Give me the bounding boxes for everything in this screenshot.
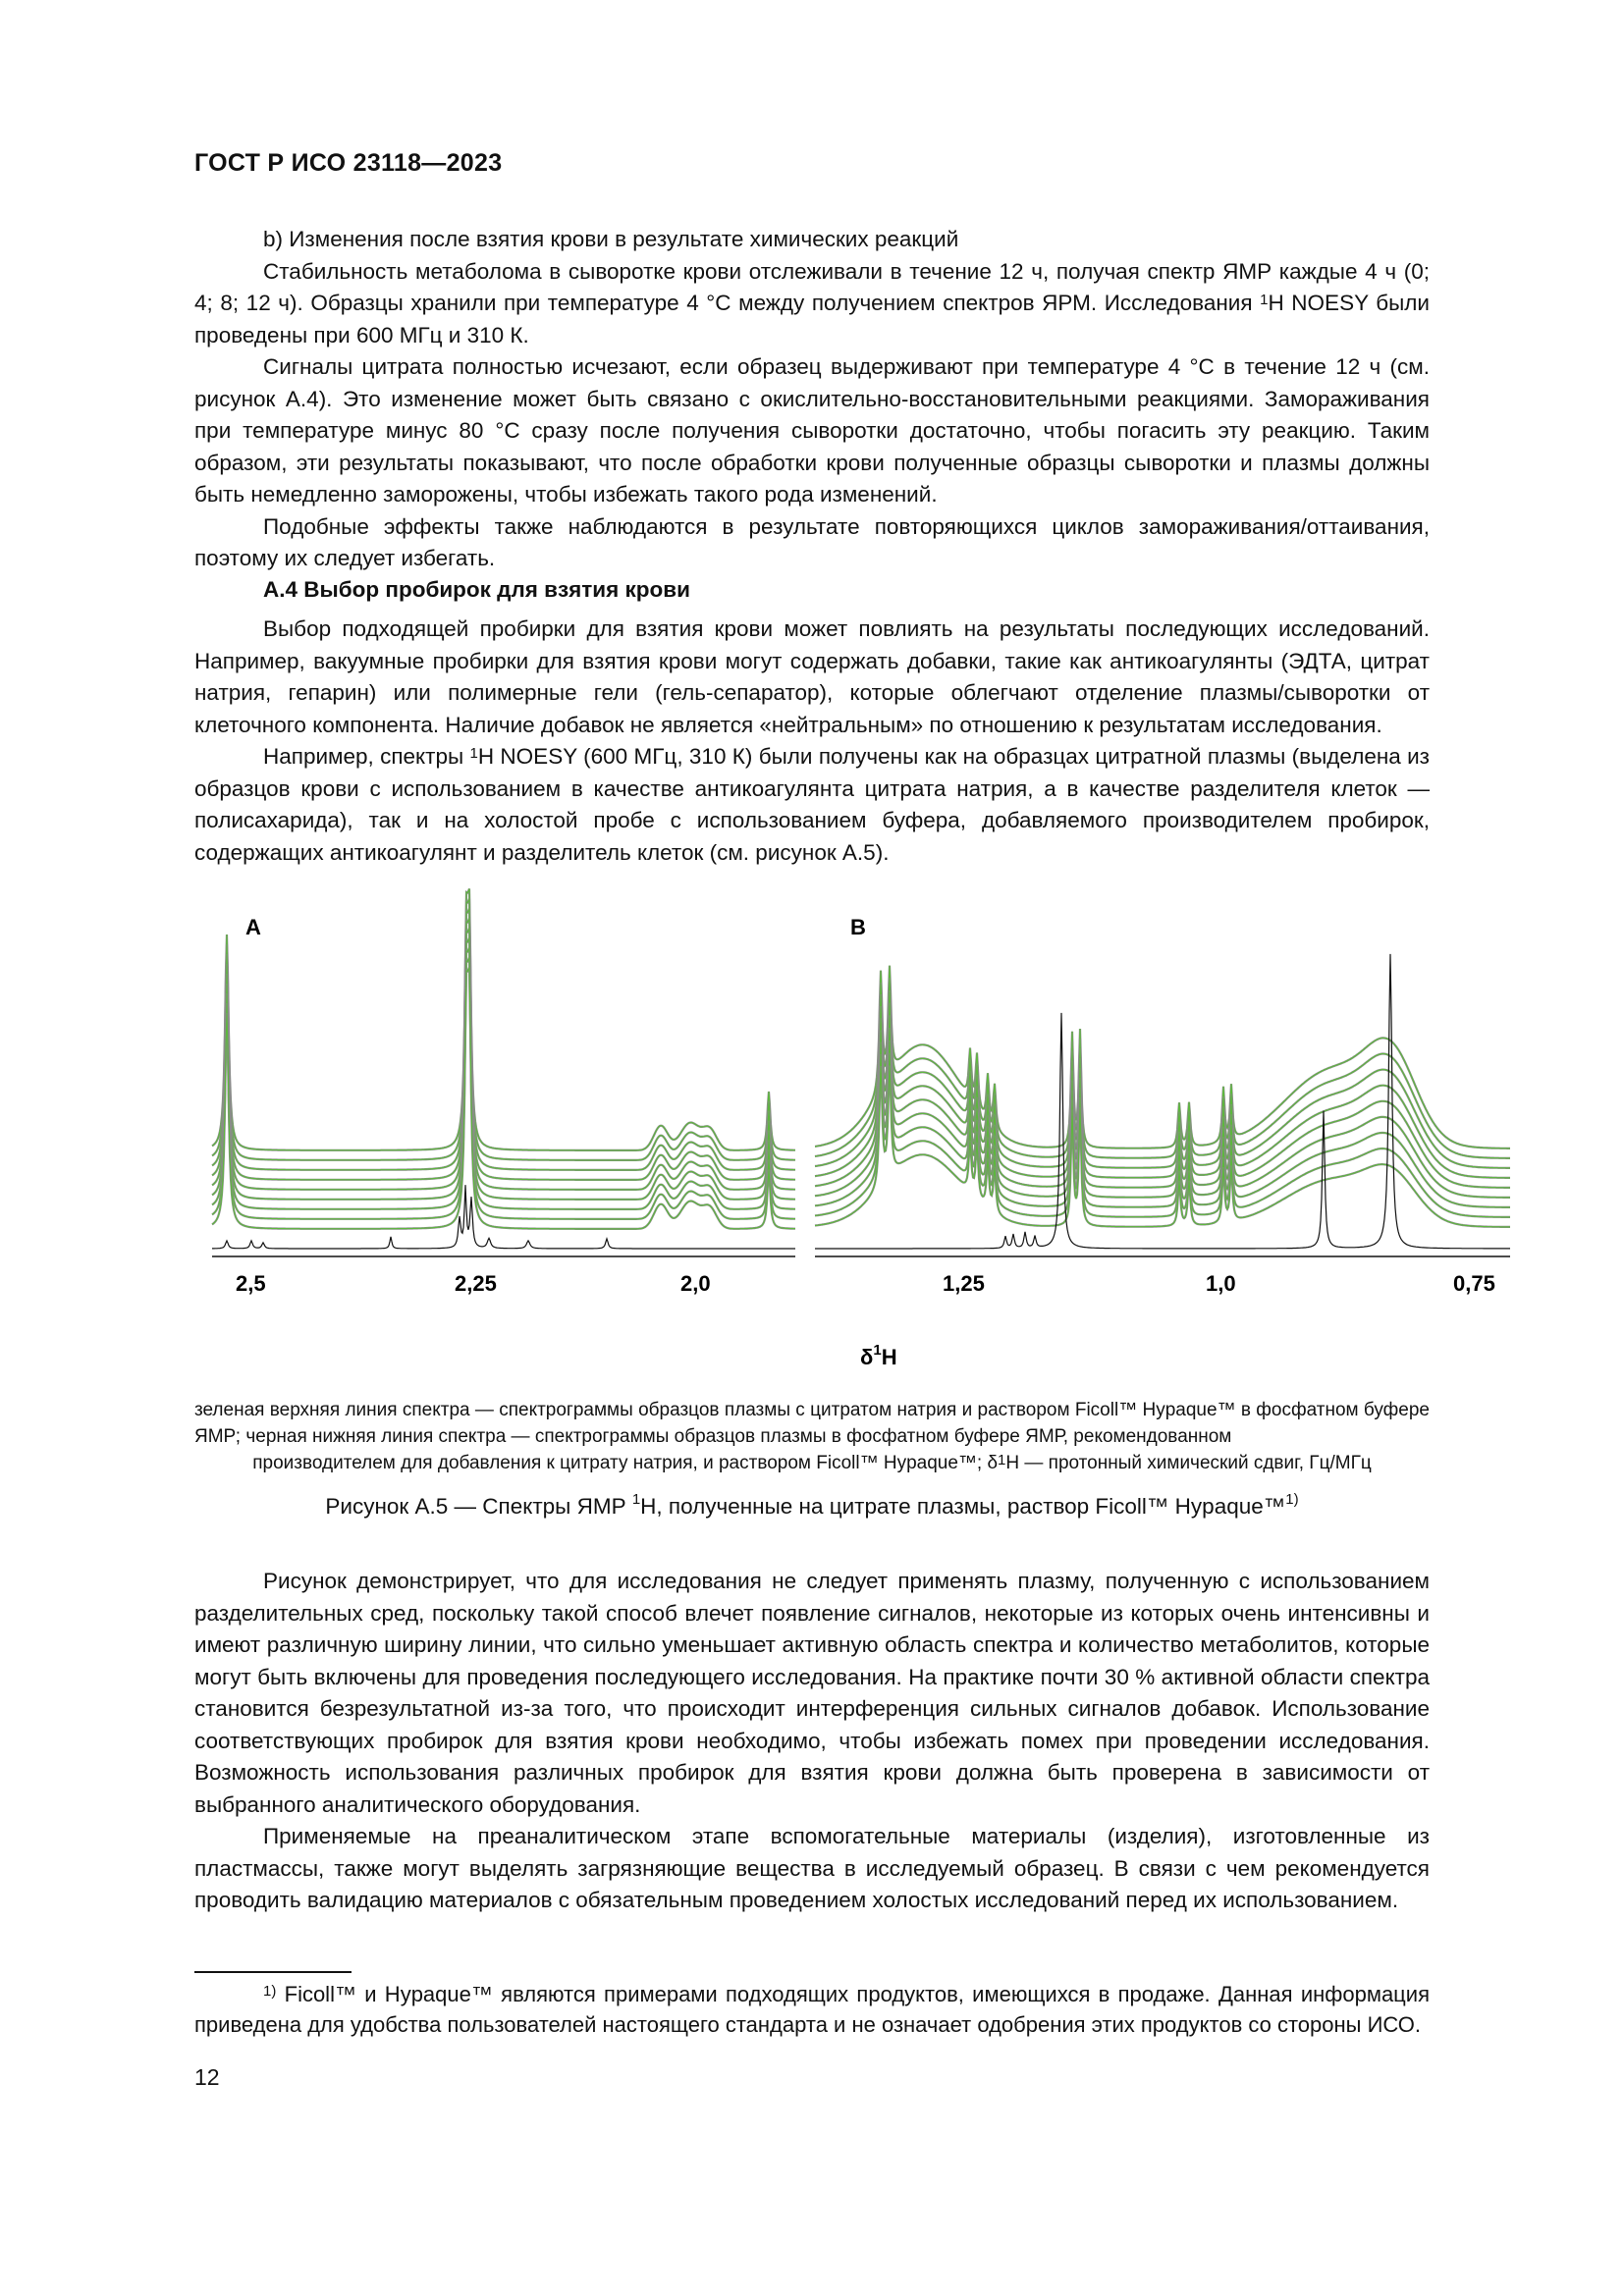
panel-label-a: A [245,915,261,939]
spectrum-trace-green [212,888,795,1150]
spectrum-trace-gray [815,1066,1510,1227]
x-axis-title: $\delta^1H$ [860,1342,897,1369]
tick-label: 2,0 [680,1271,711,1296]
legend-text: зеленая верхняя линия спектра — спектрограммы образцов плазмы с цитратом натрия и раствором Ficoll™ Hypaque™ в фосфатном буфере ЯМР; черная нижняя линия спектра — спектрограммы образцов плазмы в фосфатном буфере ЯМР, рекомендованном [194,1400,1430,1447]
figure-legend [194,1397,1430,1476]
tick-label: 0,75 [1453,1271,1495,1296]
spectrum-trace-gray [212,918,795,1180]
spectrum-trace-gray [212,888,795,1150]
tick-label: 2,25 [455,1271,497,1296]
item-b-title: b) Изменения после взятия крови в результате химических реакций [263,227,959,251]
text-span: Н NOESY (600 МГц, 310 К) были получены как на образцах цитратной плазмы (выделена из образцов крови с использованием в качестве антикоагулянта цитрата натрия, а в качестве разделителя клеток — полисахарида), так и на холостой пробе с использованием буфера, добавляемого производителем пробирок, содержащих антикоагулянт и разделитель клеток (см. рисунок А.5). [194,744,1431,865]
paragraph: Применяемые на преаналитическом этапе вспомогательные материалы (изделия), изготовленные из пластмассы, также могут выделять загрязняющие вещества в исследуемый образец. В связи с чем рекомендуется проводить валидацию материалов с обязательным проведением холостых исследований перед их использованием. [194,1824,1430,1912]
paragraph: Сигналы цитрата полностью исчезают, если образец выдерживают при температуре 4 °С в течение 12 ч (см. рисунок А.4). Это изменение может быть связано с окислительно-восстановительными реакциями. Замораживания при температуре минус 80 °С сразу после получения сыворотки достаточно, чтобы погасить эту реакцию. Таким образом, эти результаты показывают, что после обработки крови полученные образцы сыворотки и плазмы должны быть немедленно заморожены, чтобы избежать такого рода изменений. [194,354,1430,507]
paragraph: Подобные эффекты также наблюдаются в результате повторяющихся циклов замораживания/оттаивания, поэтому их следует избегать. [194,513,1430,570]
tick-label: 1,0 [1206,1271,1236,1296]
paragraph: Рисунок демонстрирует, что для исследования не следует применять плазму, полученную с использованием разделительных сред, поскольку такой способ влечет появление сигналов, некоторые из которых очень интенсивны и имеют различную ширину линии, что сильно уменьшает активную область спектра и количество метаболитов, которые могут быть включены для проведения последующего исследования. На практике почти 30 % активной области спектра становится безрезультатной из-за того, что происходит интерференция сильных сигналов добавок. Использование соответствующих пробирок для взятия крови необходимо, чтобы избежать помех при проведении исследования. Возможность использования различных пробирок для взятия крови должна быть проверена в зависимости от выбранного аналитического оборудования. [194,1569,1430,1817]
superscript: 1 [469,745,478,762]
figure-title: Рисунок А.5 — Спектры ЯМР $^1$Н, полученные на цитрате плазмы, раствор Ficoll™ Hypaque™$^{1)}$ [325,1491,1299,1519]
spectrum-trace-green [815,1066,1510,1227]
spectrum-trace-green [815,978,1510,1158]
nmr-spectra-figure [194,883,1540,1384]
footnote-divider [194,1971,352,1973]
spectrum-trace-black [815,954,1510,1249]
spectrum-trace-gray [212,898,795,1160]
page-number: 12 [194,2064,220,2090]
spectrum-trace-green [212,908,795,1170]
superscript: 1 [1260,292,1269,308]
panel-b [815,954,1510,1249]
spectrum-trace-gray [815,1028,1510,1198]
paragraph: Выбор подходящей пробирки для взятия крови может повлиять на результаты последующих исследований. Например, вакуумные пробирки для взятия крови могут содержать добавки, такие как антикоагулянты (ЭДТА, цитрат натрия, гепарин) или полимерные гели (гель-сепаратор), которые облегчают отделение плазмы/сыворотки от клеточного компонента. Наличие добавок не является «нейтральным» по отношению к результатам исследования. [194,616,1430,737]
spectrum-trace-gray [815,1016,1510,1188]
legend-text-line2: производителем для добавления к цитрату натрия, и раствором Ficoll™ Hypaque™; $\delta^1Н$ — протонный химический сдвиг, Гц/МГц [252,1452,1372,1473]
footnote-text: Ficoll™ и Hypaque™ являются примерами подходящих продуктов, имеющихся в продаже. Данная информация приведена для удобства пользователей настоящего стандарта и не означает одобрения этих продуктов со стороны ИСО. [194,1982,1430,2037]
panel-a [212,888,795,1249]
spectrum-trace-green [815,1016,1510,1188]
section-b [194,224,1430,575]
spectrum-trace-gray [212,908,795,1170]
document-header: ГОСТ Р ИСО 23118—2023 [194,149,503,177]
footnote [194,1979,1430,2040]
spectrum-trace-gray [815,978,1510,1158]
panel-label-b: B [850,915,866,939]
after-figure-text [194,1566,1430,1917]
tick-label: 1,25 [943,1271,985,1296]
section-a4 [194,614,1430,869]
text-span: Например, спектры [263,744,470,769]
spectrum-trace-green [212,898,795,1160]
text-span: Стабильность метаболома в сыворотке крови отслеживали в течение 12 ч, получая спектр ЯМР каждые 4 ч (0; 4; 8; 12 ч). Образцы хранили при температуре 4 °С между получением спектров ЯРМ. Исследования [194,258,1430,315]
paragraph [194,741,1430,869]
spectrum-trace-green [212,918,795,1180]
section-heading: А.4 Выбор пробирок для взятия крови [263,577,690,602]
text-span: Н NOESY были проведены при 600 МГц и 310 К. [194,291,1431,347]
tick-label: 2,5 [236,1271,266,1296]
footnote-mark: 1) [263,1983,277,2000]
paragraph [194,256,1430,352]
